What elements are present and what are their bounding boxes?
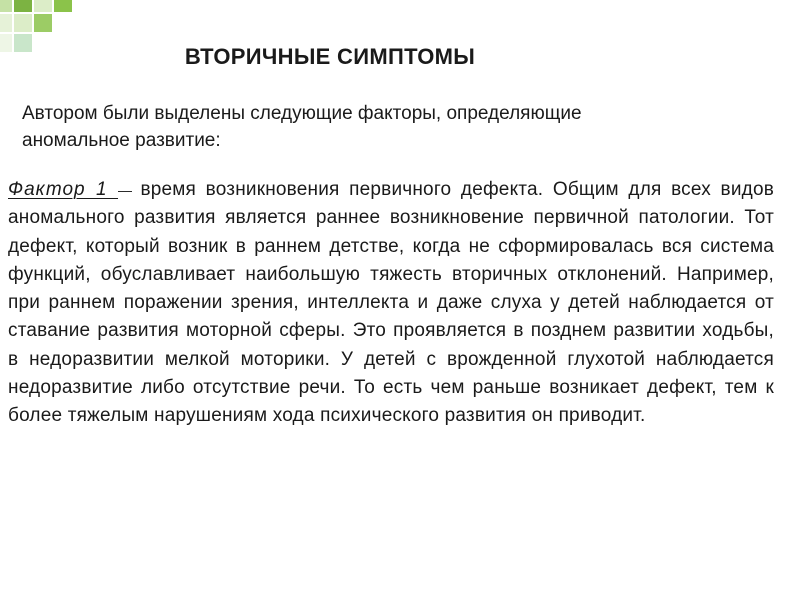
intro-text: Автором были выделены следующие факторы, определяющие аномальное развитие: (22, 103, 582, 151)
slide-title: ВТОРИЧНЫЕ СИМПТОМЫ (184, 44, 476, 69)
factor-text: время возникновения первичного дефекта. Общим для всех видов аномального развития является раннее возникновение первичной патологии. Тот дефект, который возник в раннем детстве, когда не сформировалась вся система функций, обуславливает наибольшую тяжесть вторичных отклонений. Например, при раннем поражении зрения, интеллекта и даже слуха у детей наблюдается от ставание развития моторной сферы. Это проявляется в позднем развитии ходьбы, в недоразвитии мелкой моторики. У детей с врожденной глухотой наблюдается недоразвитие либо отсутствие речи. То есть чем раньше возникает дефект, тем к более тяжелым нарушениям хода психического развития он приводит. (8, 179, 775, 427)
factor-paragraph (8, 176, 774, 431)
factor-dash: — (118, 182, 141, 198)
factor-label: Фактор 1 (8, 179, 119, 200)
